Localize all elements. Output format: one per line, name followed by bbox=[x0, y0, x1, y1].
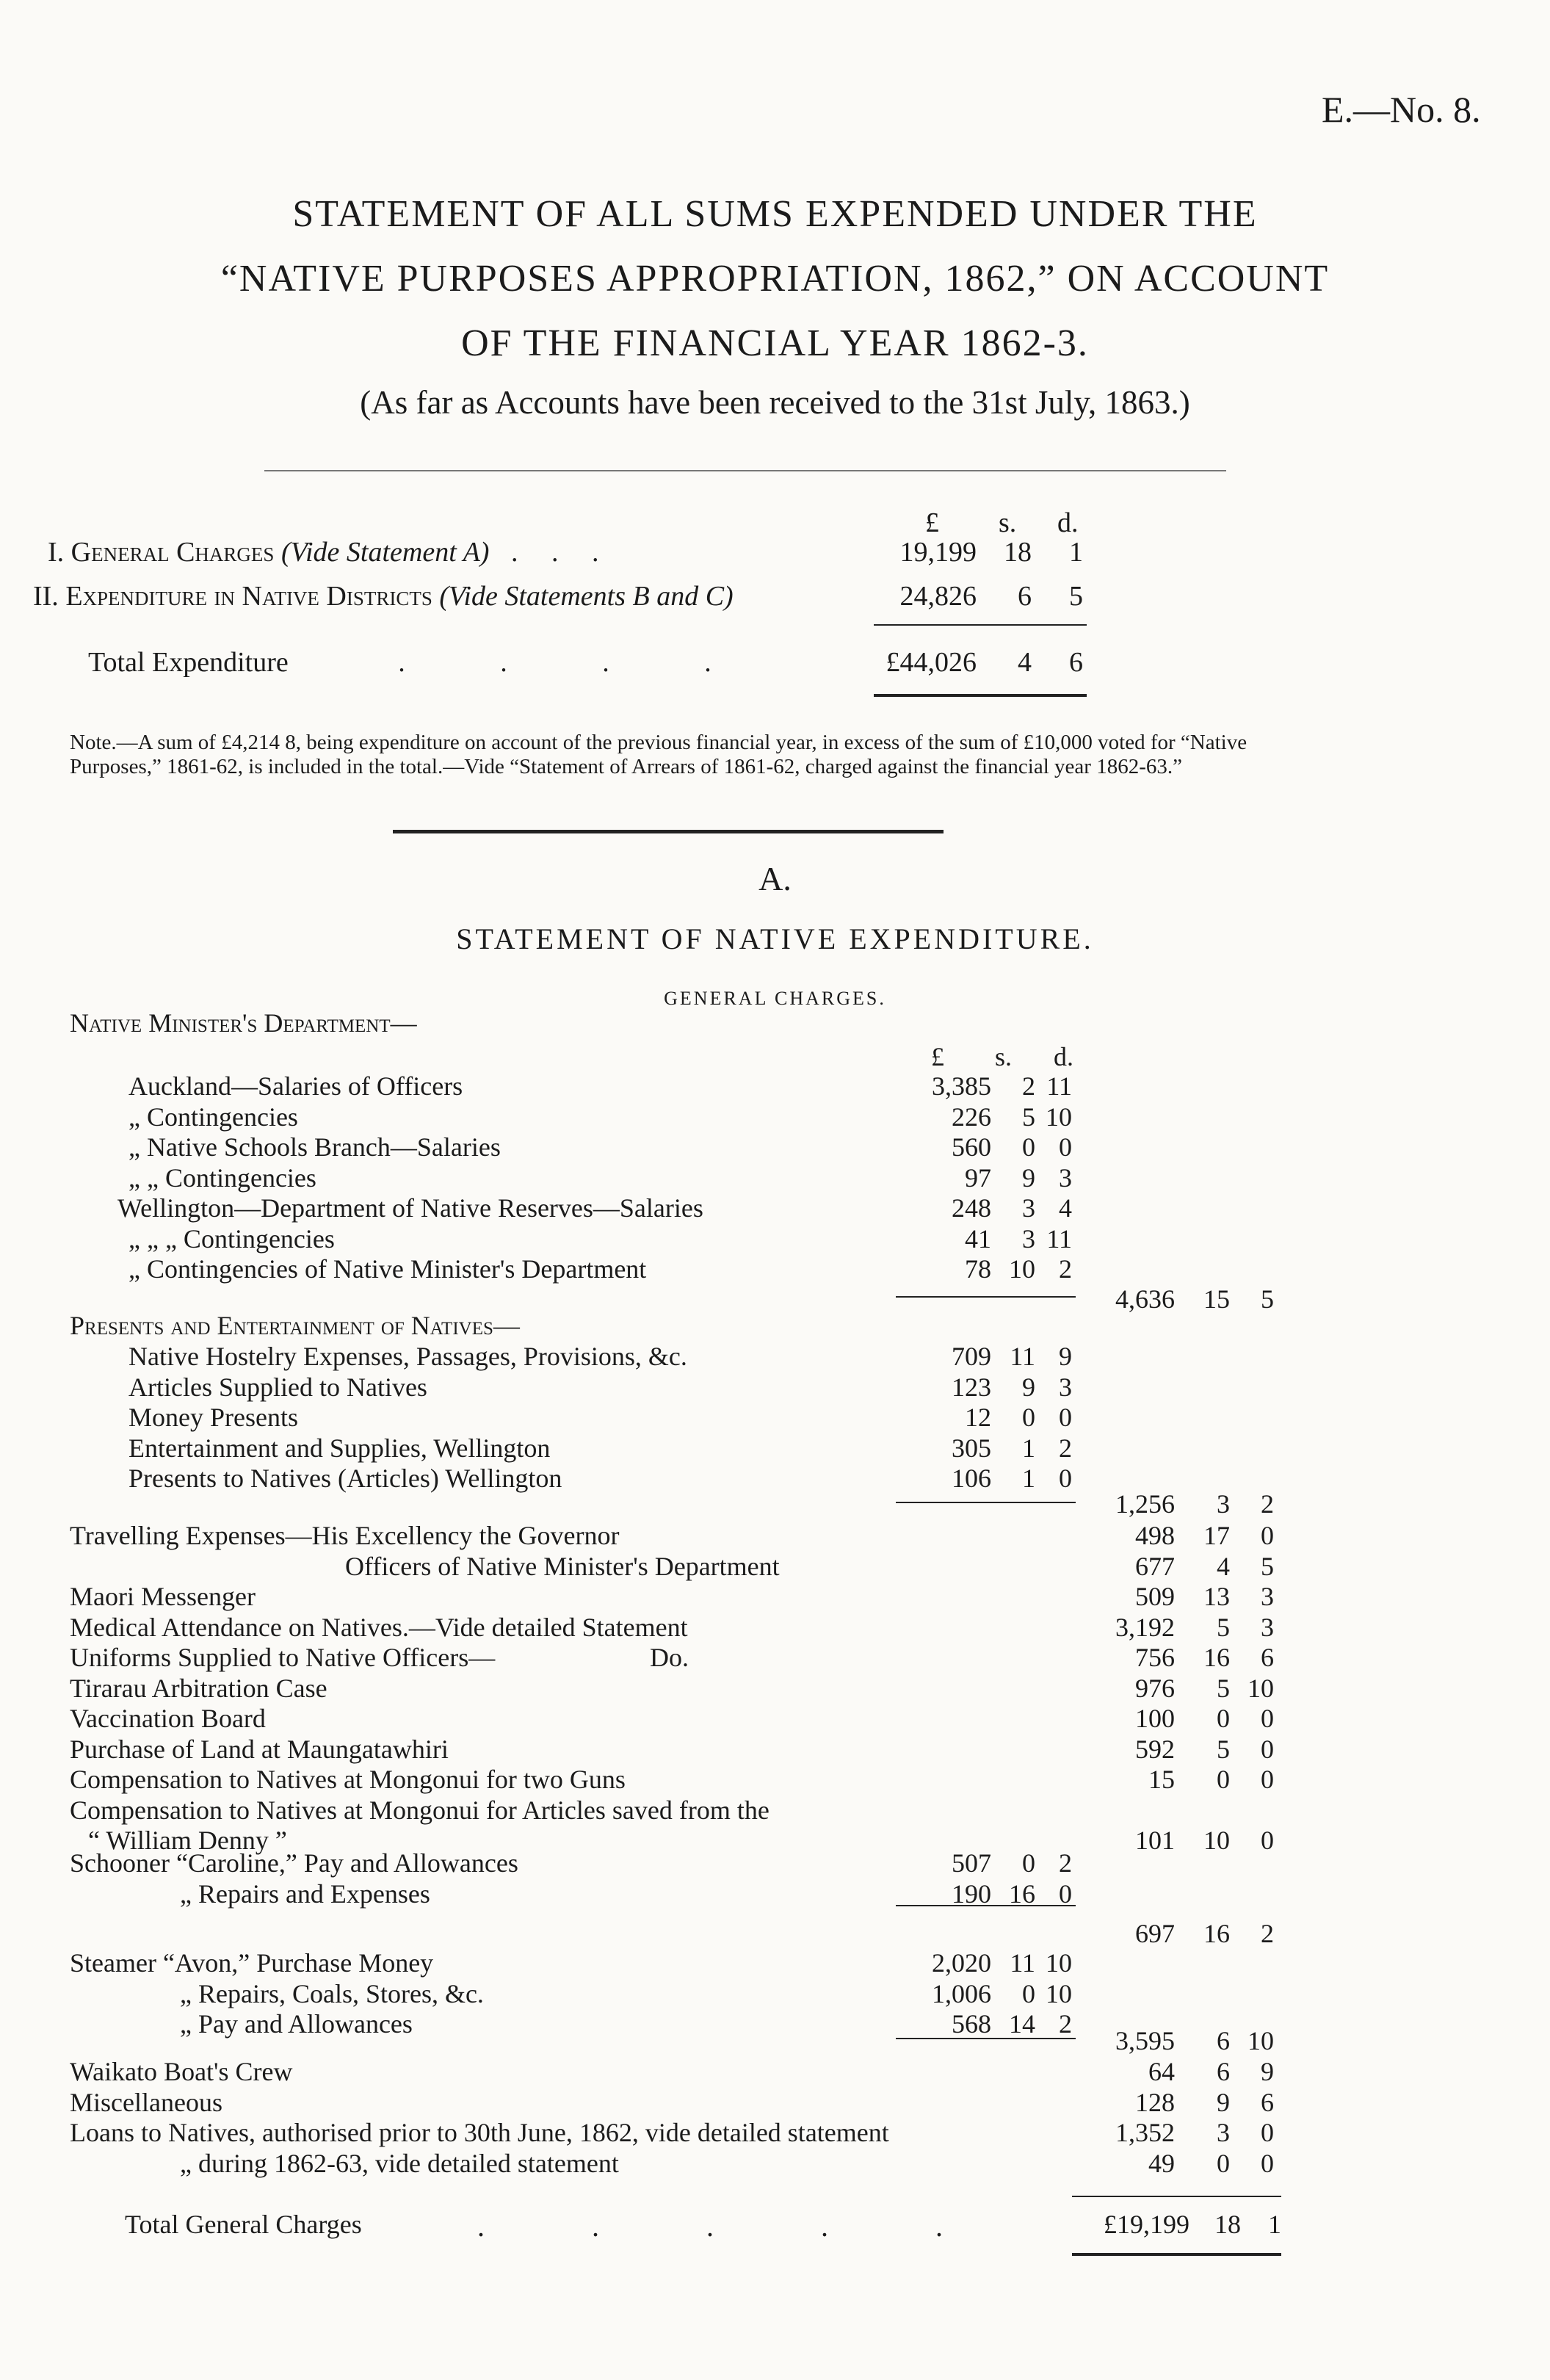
presents-total-pounds: 1,256 bbox=[1115, 1489, 1175, 1519]
dept-total-shillings: 15 bbox=[1203, 1284, 1230, 1314]
presents-row-pence: 0 bbox=[1059, 1464, 1072, 1493]
schooner-row-label: Schooner “Caroline,” Pay and Allowances bbox=[70, 1848, 518, 1878]
summary-rule bbox=[874, 624, 1087, 626]
summary-header-shillings: s. bbox=[999, 507, 1017, 538]
dept-row-pounds: 78 bbox=[965, 1254, 991, 1284]
presents-row-shillings: 9 bbox=[1022, 1372, 1035, 1402]
schooner-row-pounds: 507 bbox=[952, 1848, 991, 1878]
misc-row-label: Officers of Native Minister's Department bbox=[345, 1551, 780, 1581]
dept-row-pence: 11 bbox=[1046, 1223, 1072, 1254]
misc-row-shillings: 5 bbox=[1217, 1734, 1230, 1764]
misc-row-pounds: 101 bbox=[1135, 1826, 1175, 1855]
final-row-shillings: 0 bbox=[1217, 2148, 1230, 2178]
misc-row-pence: 0 bbox=[1261, 1826, 1274, 1855]
steamer-row-label: Steamer “Avon,” Purchase Money bbox=[70, 1948, 434, 1978]
schooner-row-label: „ Repairs and Expenses bbox=[180, 1878, 430, 1909]
misc-row-label: Compensation to Natives at Mongonui for two Guns bbox=[70, 1765, 626, 1794]
misc-row-pounds: 509 bbox=[1135, 1582, 1175, 1611]
misc-row-shillings: 0 bbox=[1217, 1765, 1230, 1794]
presents-row-pounds: 12 bbox=[965, 1403, 991, 1432]
dept-row-shillings: 10 bbox=[1009, 1254, 1035, 1284]
final-row-pounds: 1,352 bbox=[1115, 2118, 1175, 2147]
final-row-pounds: 128 bbox=[1135, 2087, 1175, 2117]
misc-row-pounds: 498 bbox=[1135, 1521, 1175, 1550]
grand-total-dots: . . . . . bbox=[477, 2210, 993, 2243]
document-reference: E.—No. 8. bbox=[1322, 89, 1481, 130]
summary-double-rule bbox=[874, 694, 1087, 697]
dept-row-pounds: 41 bbox=[965, 1223, 991, 1254]
misc-row-shillings: 4 bbox=[1217, 1551, 1230, 1581]
dept-row-label: Auckland—Salaries of Officers bbox=[128, 1071, 463, 1101]
schooner-row-pence: 0 bbox=[1059, 1878, 1072, 1909]
misc-row-pence: 3 bbox=[1261, 1612, 1274, 1642]
summary-header-pence: d. bbox=[1057, 507, 1079, 538]
misc-row-label: Uniforms Supplied to Native Officers— bbox=[70, 1643, 496, 1672]
row-vide: (Vide Statement A) bbox=[280, 537, 490, 568]
presents-row-pence: 9 bbox=[1059, 1342, 1072, 1371]
summary-row-2 bbox=[33, 580, 734, 612]
misc-row-pounds: 3,192 bbox=[1115, 1612, 1175, 1642]
grand-total-pence: 1 bbox=[1268, 2210, 1281, 2239]
presents-row-shillings: 11 bbox=[1010, 1342, 1035, 1371]
row-dots: . . . bbox=[510, 537, 612, 568]
misc-row-pence: 0 bbox=[1261, 1734, 1274, 1764]
summary-row-2-pounds: 24,826 bbox=[899, 581, 977, 612]
dept-row-shillings: 3 bbox=[1022, 1223, 1035, 1254]
final-row-shillings: 9 bbox=[1217, 2087, 1230, 2117]
dept-row-pounds: 560 bbox=[952, 1132, 991, 1162]
dept-row-label: „ Native Schools Branch—Salaries bbox=[128, 1132, 501, 1162]
misc-row-pounds: 592 bbox=[1135, 1734, 1175, 1764]
dept-row-pounds: 226 bbox=[952, 1102, 991, 1132]
final-row-pounds: 64 bbox=[1148, 2057, 1175, 2086]
presents-row-pounds: 123 bbox=[952, 1372, 991, 1402]
final-row-pence: 6 bbox=[1261, 2087, 1274, 2117]
summary-header-pounds: £ bbox=[925, 507, 939, 538]
grand-total-pounds: £19,199 bbox=[1104, 2210, 1189, 2239]
header-pounds: £ bbox=[931, 1042, 944, 1071]
misc-row-label: Purchase of Land at Maungatawhiri bbox=[70, 1734, 449, 1764]
presents-row-pence: 3 bbox=[1059, 1372, 1072, 1402]
dept-row-shillings: 2 bbox=[1022, 1071, 1035, 1101]
misc-row-label-cont: “ William Denny ” bbox=[88, 1826, 287, 1855]
section-divider bbox=[393, 830, 944, 833]
dept-row-label: „ Contingencies bbox=[128, 1102, 298, 1132]
total-label-text: Total Expenditure bbox=[88, 647, 289, 678]
presents-row-label: Presents to Natives (Articles) Wellington bbox=[128, 1464, 562, 1493]
steamer-total-pounds: 3,595 bbox=[1115, 2026, 1175, 2055]
dept-row-label: „ „ „ Contingencies bbox=[128, 1223, 335, 1254]
header-pence: d. bbox=[1054, 1042, 1073, 1071]
misc-row-shillings: 5 bbox=[1217, 1673, 1230, 1703]
row-vide: (Vide Statements B and C) bbox=[439, 581, 734, 612]
subtitle: (As far as Accounts have been received to the 31st July, 1863.) bbox=[360, 384, 1190, 421]
presents-row-pounds: 305 bbox=[952, 1433, 991, 1463]
title-line-1: STATEMENT OF ALL SUMS EXPENDED UNDER THE bbox=[292, 193, 1258, 235]
presents-total-pence: 2 bbox=[1261, 1489, 1274, 1519]
title-line-2: “NATIVE PURPOSES APPROPRIATION, 1862,” ON ACCOUNT bbox=[220, 258, 1330, 300]
steamer-row-shillings: 14 bbox=[1009, 2009, 1035, 2039]
presents-row-shillings: 1 bbox=[1022, 1433, 1035, 1463]
presents-row-label: Articles Supplied to Natives bbox=[128, 1372, 427, 1402]
presents-row-label: Entertainment and Supplies, Wellington bbox=[128, 1433, 551, 1463]
steamer-row-pounds: 1,006 bbox=[932, 1978, 991, 2008]
steamer-row-shillings: 0 bbox=[1022, 1978, 1035, 2008]
row-number: I. bbox=[48, 537, 65, 568]
misc-row-pence: 0 bbox=[1261, 1704, 1274, 1733]
presents-row-pounds: 709 bbox=[952, 1342, 991, 1371]
dept-row-shillings: 5 bbox=[1022, 1102, 1035, 1132]
misc-row-label: Maori Messenger bbox=[70, 1582, 256, 1611]
dept-row-shillings: 0 bbox=[1022, 1132, 1035, 1162]
dept-total-pence: 5 bbox=[1261, 1284, 1274, 1314]
misc-row-label: Medical Attendance on Natives.—Vide detailed Statement bbox=[70, 1612, 688, 1642]
misc-row-shillings: 17 bbox=[1203, 1521, 1230, 1550]
misc-row-shillings: 16 bbox=[1203, 1643, 1230, 1672]
final-row-label: „ during 1862-63, vide detailed statement bbox=[180, 2148, 619, 2178]
summary-total-pence: 6 bbox=[1069, 647, 1083, 678]
dept-row-label: „ „ Contingencies bbox=[128, 1162, 316, 1193]
section-letter: A. bbox=[758, 860, 792, 897]
presents-rule bbox=[896, 1502, 1076, 1503]
misc-row-pence: 5 bbox=[1261, 1551, 1274, 1581]
steamer-total-pence: 10 bbox=[1247, 2026, 1274, 2055]
presents-row-label: Native Hostelry Expenses, Passages, Provisions, &c. bbox=[128, 1342, 687, 1371]
misc-row-shillings: 0 bbox=[1217, 1704, 1230, 1733]
steamer-row-shillings: 11 bbox=[1010, 1948, 1035, 1978]
dept-row-pence: 10 bbox=[1046, 1102, 1072, 1132]
row-number: II. bbox=[33, 581, 59, 612]
summary-row-1 bbox=[48, 536, 612, 568]
misc-row-label: Compensation to Natives at Mongonui for Articles saved from the bbox=[70, 1795, 769, 1825]
summary-total-label bbox=[88, 646, 756, 679]
steamer-row-pence: 10 bbox=[1046, 1978, 1072, 2008]
dept-row-shillings: 9 bbox=[1022, 1162, 1035, 1193]
presents-heading: Presents and Entertainment of Natives— bbox=[70, 1311, 520, 1340]
schooner-row-pence: 2 bbox=[1059, 1848, 1072, 1878]
section-title: STATEMENT OF NATIVE EXPENDITURE. bbox=[456, 922, 1094, 955]
schooner-row-shillings: 16 bbox=[1009, 1878, 1035, 1909]
final-row-pounds: 49 bbox=[1148, 2148, 1175, 2178]
steamer-row-label: „ Repairs, Coals, Stores, &c. bbox=[180, 1978, 484, 2008]
title-line-3: OF THE FINANCIAL YEAR 1862-3. bbox=[461, 322, 1089, 364]
summary-total-pounds: £44,026 bbox=[886, 647, 977, 678]
dept-row-pence: 11 bbox=[1046, 1071, 1072, 1101]
misc-row-label: Tirarau Arbitration Case bbox=[70, 1673, 327, 1703]
presents-row-pence: 0 bbox=[1059, 1403, 1072, 1432]
note: Note.—A sum of £4,214 8, being expenditure on account of the previous financial year, in excess of the sum of £10,000 voted for “Native Purposes,” 1861-62, is included in the total.—Vide “Statement of Arrears of 1861-62, charged against the financial year 1862-63.” bbox=[70, 731, 1247, 778]
final-row-label: Waikato Boat's Crew bbox=[70, 2057, 293, 2086]
misc-row-pounds: 677 bbox=[1135, 1551, 1175, 1581]
schooner-total-shillings: 16 bbox=[1203, 1919, 1230, 1948]
dept-heading: Native Minister's Department— bbox=[70, 1008, 417, 1038]
steamer-row-pounds: 2,020 bbox=[932, 1948, 991, 1978]
schooner-row-pounds: 190 bbox=[952, 1878, 991, 1909]
header-shillings: s. bbox=[995, 1042, 1013, 1071]
misc-row-pence: 0 bbox=[1261, 1765, 1274, 1794]
misc-row-label: Travelling Expenses—His Excellency the Governor bbox=[70, 1521, 620, 1550]
dept-row-pence: 0 bbox=[1059, 1132, 1072, 1162]
steamer-row-pence: 2 bbox=[1059, 2009, 1072, 2039]
grand-rule-top bbox=[1072, 2196, 1281, 2197]
final-row-pence: 0 bbox=[1261, 2118, 1274, 2147]
dept-row-shillings: 3 bbox=[1022, 1193, 1035, 1223]
dept-row-pence: 3 bbox=[1059, 1162, 1072, 1193]
dept-row-label: Wellington—Department of Native Reserves—Salaries bbox=[117, 1193, 703, 1223]
divider bbox=[264, 470, 1226, 471]
dept-rule bbox=[896, 1296, 1076, 1298]
dept-row-pence: 4 bbox=[1059, 1193, 1072, 1223]
steamer-row-pounds: 568 bbox=[952, 2009, 991, 2039]
misc-row-pence: 0 bbox=[1261, 1521, 1274, 1550]
row-label: Expenditure in Native Districts bbox=[65, 581, 432, 612]
row-label: General Charges bbox=[70, 537, 275, 568]
grand-rule-bottom bbox=[1072, 2253, 1281, 2256]
misc-row-pounds: 15 bbox=[1148, 1765, 1175, 1794]
summary-row-2-shillings: 6 bbox=[1018, 581, 1032, 612]
schooner-total-pence: 2 bbox=[1261, 1919, 1274, 1948]
misc-row-pounds: 756 bbox=[1135, 1643, 1175, 1672]
misc-row-pounds: 976 bbox=[1135, 1673, 1175, 1703]
misc-row-pence: 10 bbox=[1247, 1673, 1274, 1703]
schooner-row-shillings: 0 bbox=[1022, 1848, 1035, 1878]
summary-total-shillings: 4 bbox=[1018, 647, 1032, 678]
section-subtitle: GENERAL CHARGES. bbox=[664, 988, 886, 1009]
misc-row-pence: 3 bbox=[1261, 1582, 1274, 1611]
presents-row-shillings: 1 bbox=[1022, 1464, 1035, 1493]
misc-row-shillings: 10 bbox=[1203, 1826, 1230, 1855]
dept-total-pounds: 4,636 bbox=[1115, 1284, 1175, 1314]
summary-row-1-pence: 1 bbox=[1069, 537, 1083, 568]
steamer-row-label: „ Pay and Allowances bbox=[180, 2009, 413, 2039]
final-row-shillings: 3 bbox=[1217, 2118, 1230, 2147]
total-dots: . . . . bbox=[398, 647, 756, 678]
final-row-label: Miscellaneous bbox=[70, 2087, 222, 2117]
final-row-label: Loans to Natives, authorised prior to 30th June, 1862, vide detailed statement bbox=[70, 2118, 889, 2147]
dept-row-pounds: 248 bbox=[952, 1193, 991, 1223]
final-row-pence: 0 bbox=[1261, 2148, 1274, 2178]
presents-row-shillings: 0 bbox=[1022, 1403, 1035, 1432]
summary-row-1-pounds: 19,199 bbox=[899, 537, 977, 568]
presents-row-pence: 2 bbox=[1059, 1433, 1072, 1463]
grand-total-label bbox=[125, 2209, 362, 2240]
misc-row-label: Vaccination Board bbox=[70, 1704, 266, 1733]
dept-row-pence: 2 bbox=[1059, 1254, 1072, 1284]
final-row-shillings: 6 bbox=[1217, 2057, 1230, 2086]
dept-row-pounds: 3,385 bbox=[932, 1071, 991, 1101]
presents-row-label: Money Presents bbox=[128, 1403, 298, 1432]
steamer-row-pence: 10 bbox=[1046, 1948, 1072, 1978]
dept-row-pounds: 97 bbox=[965, 1162, 991, 1193]
misc-row-pence: 6 bbox=[1261, 1643, 1274, 1672]
misc-row-shillings: 13 bbox=[1203, 1582, 1230, 1611]
summary-row-2-pence: 5 bbox=[1069, 581, 1083, 612]
misc-row-shillings: 5 bbox=[1217, 1612, 1230, 1642]
presents-row-pounds: 106 bbox=[952, 1464, 991, 1493]
misc-row-pounds: 100 bbox=[1135, 1704, 1175, 1733]
presents-total-shillings: 3 bbox=[1217, 1489, 1230, 1519]
steamer-total-shillings: 6 bbox=[1217, 2026, 1230, 2055]
misc-row-ditto: Do. bbox=[650, 1643, 689, 1672]
grand-total-text: Total General Charges bbox=[125, 2210, 362, 2239]
summary-row-1-shillings: 18 bbox=[1004, 537, 1032, 568]
schooner-total-pounds: 697 bbox=[1135, 1919, 1175, 1948]
dept-row-label: „ Contingencies of Native Minister's Department bbox=[128, 1254, 647, 1284]
grand-total-shillings: 18 bbox=[1214, 2210, 1241, 2239]
final-row-pence: 9 bbox=[1261, 2057, 1274, 2086]
